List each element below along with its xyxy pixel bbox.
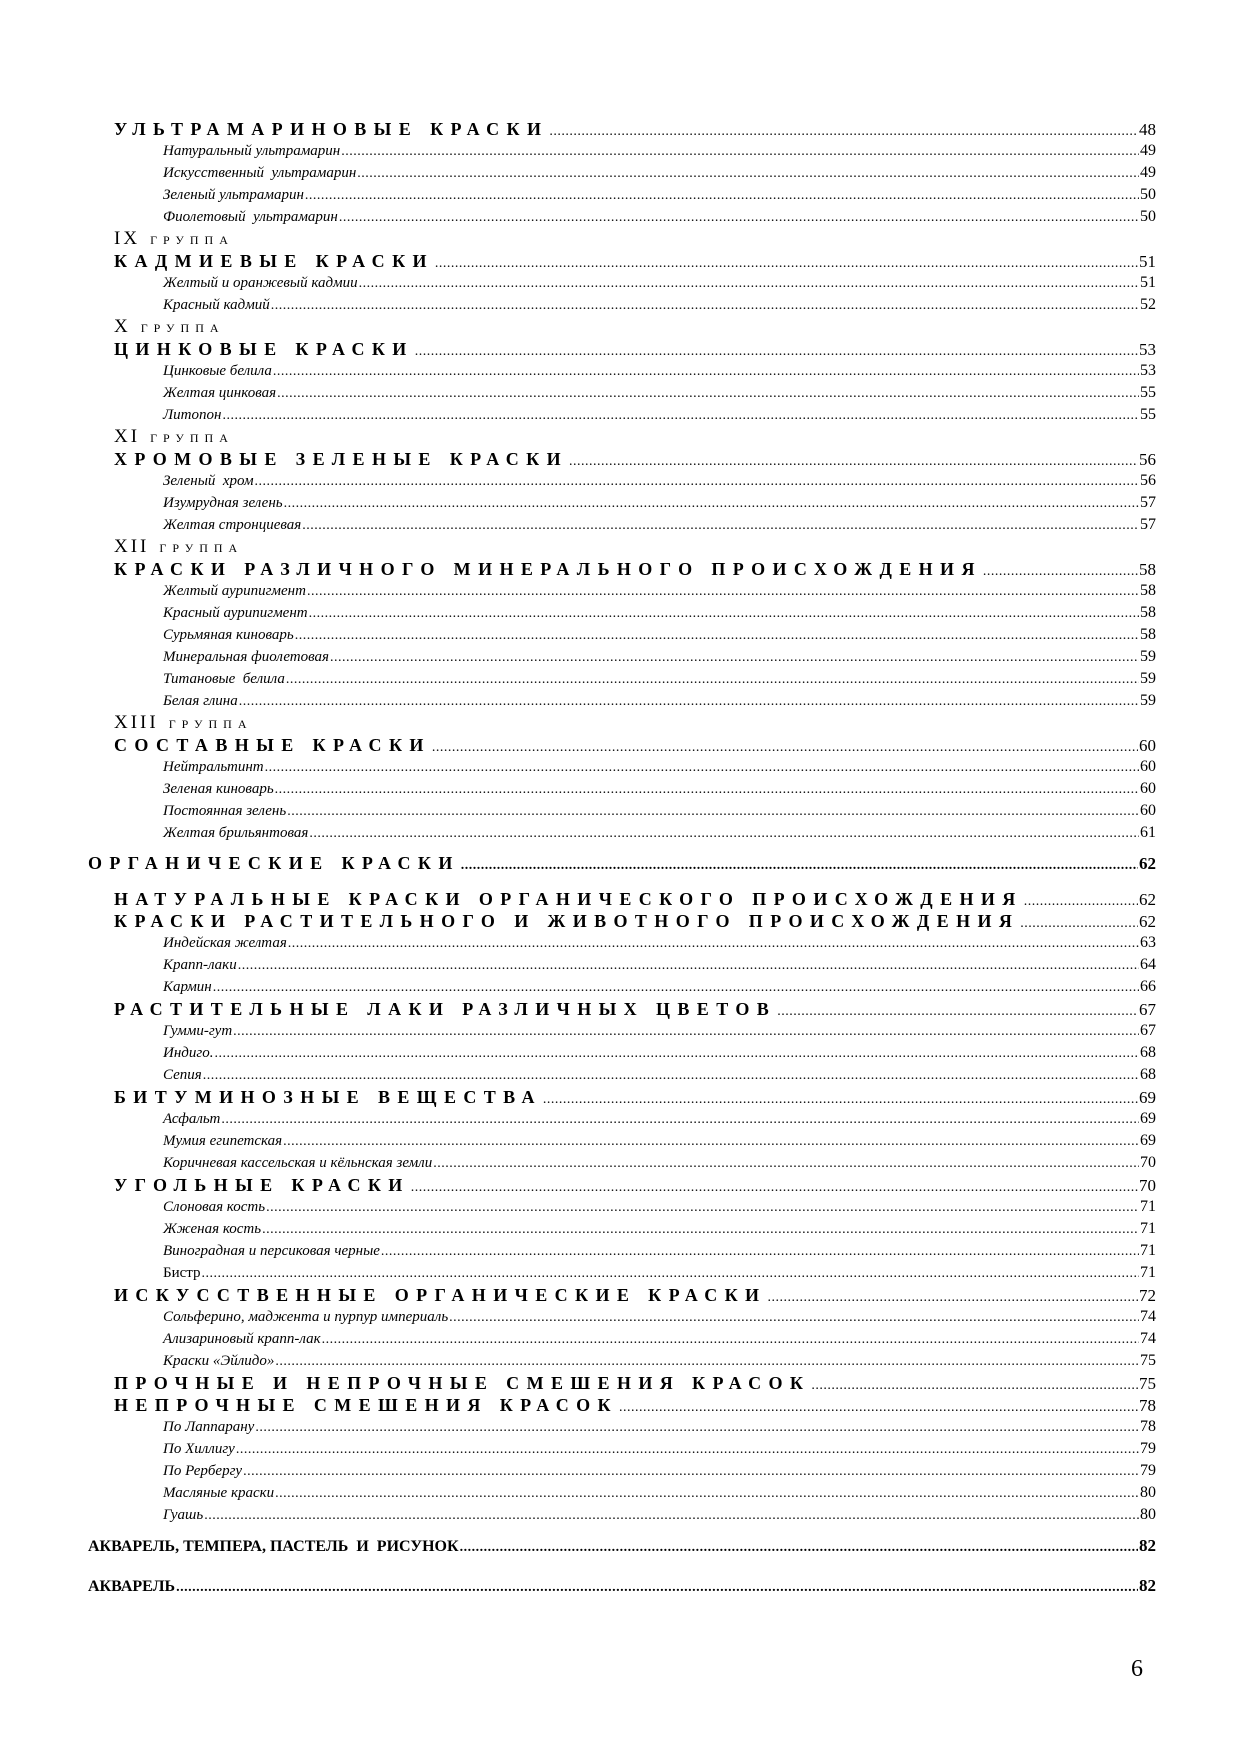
toc-entry-page: 71 xyxy=(1140,1198,1156,1215)
toc-entry-page: 61 xyxy=(1140,824,1156,841)
toc-section-row xyxy=(0,250,1241,272)
toc-entry-title: Белая глина xyxy=(163,693,238,709)
toc-entry-page: 71 xyxy=(1140,1220,1156,1237)
group-roman-numeral: IX xyxy=(114,228,141,249)
toc-entry-title: Краски «Эйлидо» xyxy=(163,1353,275,1369)
toc-entry-title: Сурьмяная киноварь xyxy=(163,627,294,643)
toc-item-row xyxy=(0,646,1241,668)
toc-entry-title: ОРГАНИЧЕСКИЕ КРАСКИ xyxy=(88,853,460,873)
toc-entry-page: 58 xyxy=(1139,560,1156,579)
toc-entry-page: 59 xyxy=(1140,670,1156,687)
dot-leader xyxy=(214,1043,1139,1065)
dot-leader xyxy=(307,581,1139,603)
group-roman-numeral: XIII xyxy=(114,712,159,733)
toc-entry-title: Желтая брильянтовая xyxy=(163,825,309,841)
dot-leader xyxy=(302,515,1139,537)
toc-entry-page: 79 xyxy=(1140,1462,1156,1479)
dot-leader xyxy=(330,647,1139,669)
page-number: 6 xyxy=(1131,1656,1143,1682)
toc-entry-title: Зеленый хром xyxy=(163,473,254,489)
toc-entry-page: 55 xyxy=(1140,384,1156,401)
dot-leader xyxy=(238,955,1139,977)
dot-leader xyxy=(204,1505,1139,1527)
dot-leader xyxy=(255,471,1139,493)
toc-entry-page: 56 xyxy=(1139,450,1156,469)
dot-leader xyxy=(322,1329,1139,1351)
toc-item-row xyxy=(0,1196,1241,1218)
toc-entry-title: Асфальт xyxy=(163,1111,221,1127)
toc-item-row xyxy=(0,184,1241,206)
dot-leader xyxy=(461,855,1138,877)
dot-leader xyxy=(357,163,1139,185)
toc-item-row xyxy=(0,1042,1241,1064)
toc-chapter-row xyxy=(0,1566,1241,1606)
toc-entry-title: РАСТИТЕЛЬНЫЕ ЛАКИ РАЗЛИЧНЫХ ЦВЕТОВ xyxy=(114,999,777,1019)
group-word: ГРУППА xyxy=(150,233,234,247)
toc-entry-title: Индиго. xyxy=(163,1045,214,1061)
toc-entry-page: 75 xyxy=(1139,1374,1156,1393)
toc-entry-page: 80 xyxy=(1140,1484,1156,1501)
toc-group-heading xyxy=(0,316,1241,338)
toc-entry-page: 60 xyxy=(1140,758,1156,775)
toc-item-row xyxy=(0,1460,1241,1482)
toc-entry-title: АКВАРЕЛЬ xyxy=(88,1578,176,1595)
toc-entry-page: 59 xyxy=(1140,648,1156,665)
toc-item-row xyxy=(0,932,1241,954)
toc-entry-title: Гумми-гут xyxy=(163,1023,233,1039)
toc-item-row xyxy=(0,1306,1241,1328)
toc-item-row xyxy=(0,690,1241,712)
toc-section-row xyxy=(0,888,1241,910)
toc-entry-page: 62 xyxy=(1139,912,1156,931)
toc-entry-title: НАТУРАЛЬНЫЕ КРАСКИ ОРГАНИЧЕСКОГО ПРОИСХОЖДЕНИЯ xyxy=(114,889,1023,909)
dot-leader xyxy=(433,1153,1139,1175)
dot-leader xyxy=(277,383,1139,405)
toc-entry-title: Минеральная фиолетовая xyxy=(163,649,329,665)
toc-entry-page: 52 xyxy=(1140,296,1156,313)
table-of-contents xyxy=(0,118,1241,1606)
toc-entry-title: ХРОМОВЫЕ ЗЕЛЕНЫЕ КРАСКИ xyxy=(114,449,569,469)
toc-chapter-row xyxy=(0,852,1241,880)
toc-item-row xyxy=(0,514,1241,536)
toc-section-row xyxy=(0,1394,1241,1416)
dot-leader xyxy=(236,1439,1139,1461)
dot-leader xyxy=(275,1351,1139,1373)
toc-entry-title: Коричневая кассельская и кёльнская земли xyxy=(163,1155,433,1171)
toc-section-row xyxy=(0,448,1241,470)
toc-entry-page: 49 xyxy=(1140,142,1156,159)
toc-entry-page: 51 xyxy=(1139,252,1156,271)
toc-entry-title: Натуральный ультрамарин xyxy=(163,143,341,159)
toc-group-heading xyxy=(0,426,1241,448)
toc-entry-page: 57 xyxy=(1140,516,1156,533)
toc-item-row xyxy=(0,976,1241,998)
toc-item-row xyxy=(0,1482,1241,1504)
group-roman-numeral: XI xyxy=(114,426,141,447)
toc-entry-page: 70 xyxy=(1140,1154,1156,1171)
toc-entry-page: 72 xyxy=(1139,1286,1156,1305)
toc-entry-page: 68 xyxy=(1140,1044,1156,1061)
dot-leader xyxy=(286,669,1139,691)
dot-leader xyxy=(288,933,1139,955)
toc-entry-title: Желтый аурипигмент xyxy=(163,583,306,599)
toc-item-row xyxy=(0,756,1241,778)
toc-entry-title: Желтая стронциевая xyxy=(163,517,302,533)
toc-item-row xyxy=(0,778,1241,800)
toc-entry-page: 63 xyxy=(1140,934,1156,951)
toc-entry-title: Цинковые белила xyxy=(163,363,272,379)
toc-section-row xyxy=(0,910,1241,932)
toc-item-row xyxy=(0,800,1241,822)
toc-entry-title: Бистр xyxy=(163,1265,201,1281)
toc-entry-page: 67 xyxy=(1140,1022,1156,1039)
toc-entry-title: По Рербергу xyxy=(163,1463,243,1479)
toc-entry-title: АКВАРЕЛЬ, ТЕМПЕРА, ПАСТЕЛЬ И РИСУНОК xyxy=(88,1538,459,1555)
toc-entry-title: Гуашь xyxy=(163,1507,204,1523)
toc-entry-page: 62 xyxy=(1139,854,1156,873)
dot-leader xyxy=(339,207,1139,229)
toc-entry-page: 58 xyxy=(1140,626,1156,643)
toc-entry-title: БИТУМИНОЗНЫЕ ВЕЩЕСТВА xyxy=(114,1087,542,1107)
toc-item-row xyxy=(0,954,1241,976)
toc-entry-title: ПРОЧНЫЕ И НЕПРОЧНЫЕ СМЕШЕНИЯ КРАСОК xyxy=(114,1373,811,1393)
toc-entry-page: 49 xyxy=(1140,164,1156,181)
toc-item-row xyxy=(0,206,1241,228)
toc-item-row xyxy=(0,1218,1241,1240)
toc-entry-title: ЦИНКОВЫЕ КРАСКИ xyxy=(114,339,414,359)
toc-group-heading xyxy=(0,536,1241,558)
dot-leader xyxy=(275,1483,1139,1505)
toc-entry-page: 59 xyxy=(1140,692,1156,709)
dot-leader xyxy=(233,1021,1139,1043)
toc-item-row xyxy=(0,580,1241,602)
toc-entry-title: Мумия египетская xyxy=(163,1133,283,1149)
dot-leader xyxy=(243,1461,1139,1483)
toc-entry-title: Фиолетовый ультрамарин xyxy=(163,209,338,225)
toc-item-row xyxy=(0,1240,1241,1262)
toc-entry-title: КАДМИЕВЫЕ КРАСКИ xyxy=(114,251,434,271)
dot-leader xyxy=(239,691,1139,713)
dot-leader xyxy=(255,1417,1139,1439)
toc-entry-title: Сольферино, маджента и пурпур империаль xyxy=(163,1309,449,1325)
dot-leader xyxy=(203,1065,1139,1087)
toc-entry-page: 50 xyxy=(1140,186,1156,203)
toc-entry-page: 50 xyxy=(1140,208,1156,225)
toc-entry-page: 75 xyxy=(1140,1352,1156,1369)
toc-entry-page: 64 xyxy=(1140,956,1156,973)
dot-leader xyxy=(284,493,1139,515)
toc-entry-title: УЛЬТРАМАРИНОВЫЕ КРАСКИ xyxy=(114,119,549,139)
toc-entry-title: ИСКУССТВЕННЫЕ ОРГАНИЧЕСКИЕ КРАСКИ xyxy=(114,1285,767,1305)
dot-leader xyxy=(202,1263,1139,1285)
toc-entry-page: 82 xyxy=(1139,1536,1156,1555)
toc-item-row xyxy=(0,1020,1241,1042)
toc-entry-title: По Лаппарану xyxy=(163,1419,255,1435)
toc-item-row xyxy=(0,272,1241,294)
toc-item-row xyxy=(0,668,1241,690)
toc-entry-page: 78 xyxy=(1140,1418,1156,1435)
dot-leader xyxy=(176,1568,1138,1608)
toc-item-row xyxy=(0,360,1241,382)
toc-entry-page: 80 xyxy=(1140,1506,1156,1523)
toc-entry-page: 71 xyxy=(1140,1242,1156,1259)
toc-entry-title: Красный кадмий xyxy=(163,297,270,313)
toc-entry-page: 82 xyxy=(1139,1576,1156,1595)
dot-leader xyxy=(266,1197,1139,1219)
toc-section-row xyxy=(0,558,1241,580)
toc-group-heading xyxy=(0,228,1241,250)
dot-leader xyxy=(309,823,1139,845)
toc-entry-page: 62 xyxy=(1139,890,1156,909)
dot-leader xyxy=(359,273,1139,295)
toc-section-row xyxy=(0,118,1241,140)
toc-item-row xyxy=(0,404,1241,426)
toc-entry-title: Титановые белила xyxy=(163,671,285,687)
toc-entry-page: 69 xyxy=(1139,1088,1156,1107)
dot-leader xyxy=(283,1131,1139,1153)
dot-leader xyxy=(460,1528,1138,1568)
dot-leader xyxy=(381,1241,1139,1263)
toc-entry-page: 74 xyxy=(1140,1330,1156,1347)
toc-entry-title: УГОЛЬНЫЕ КРАСКИ xyxy=(114,1175,410,1195)
toc-entry-title: Желтый и оранжевый кадмии xyxy=(163,275,358,291)
toc-entry-title: По Хиллигу xyxy=(163,1441,235,1457)
toc-item-row xyxy=(0,1438,1241,1460)
toc-entry-page: 53 xyxy=(1140,362,1156,379)
dot-leader xyxy=(271,295,1139,317)
toc-entry-title: Изумрудная зелень xyxy=(163,495,283,511)
toc-section-row xyxy=(0,734,1241,756)
toc-section-row xyxy=(0,1174,1241,1196)
toc-entry-title: Зеленый ультрамарин xyxy=(163,187,304,203)
toc-entry-page: 56 xyxy=(1140,472,1156,489)
toc-entry-page: 57 xyxy=(1140,494,1156,511)
toc-item-row xyxy=(0,1064,1241,1086)
dot-leader xyxy=(287,801,1139,823)
toc-entry-page: 60 xyxy=(1140,802,1156,819)
toc-chapter-row xyxy=(0,1526,1241,1566)
dot-leader xyxy=(265,757,1139,779)
toc-section-row xyxy=(0,1372,1241,1394)
toc-entry-page: 66 xyxy=(1140,978,1156,995)
toc-section-row xyxy=(0,1284,1241,1306)
toc-entry-title: Ализариновый крапп-лак xyxy=(163,1331,321,1347)
toc-item-row xyxy=(0,294,1241,316)
dot-leader xyxy=(275,779,1139,801)
toc-entry-page: 69 xyxy=(1140,1132,1156,1149)
toc-entry-title: Нейтральтинт xyxy=(163,759,264,775)
toc-entry-title: Масляные краски xyxy=(163,1485,275,1501)
toc-entry-page: 55 xyxy=(1140,406,1156,423)
toc-entry-page: 58 xyxy=(1140,582,1156,599)
group-roman-numeral: X xyxy=(114,316,131,337)
toc-entry-title: Постоянная зелень xyxy=(163,803,287,819)
toc-entry-page: 70 xyxy=(1139,1176,1156,1195)
toc-entry-page: 60 xyxy=(1140,780,1156,797)
toc-entry-page: 78 xyxy=(1139,1396,1156,1415)
dot-leader xyxy=(295,625,1139,647)
dot-leader xyxy=(449,1307,1139,1329)
toc-item-row xyxy=(0,822,1241,844)
toc-entry-title: Зеленая киноварь xyxy=(163,781,274,797)
toc-item-row xyxy=(0,1152,1241,1174)
toc-entry-title: Кармин xyxy=(163,979,212,995)
toc-entry-title: Слоновая кость xyxy=(163,1199,266,1215)
group-roman-numeral: XII xyxy=(114,536,150,557)
toc-entry-title: Литопон xyxy=(163,407,222,423)
toc-item-row xyxy=(0,1328,1241,1350)
toc-section-row xyxy=(0,338,1241,360)
toc-entry-title: Крапп-лаки xyxy=(163,957,237,973)
toc-entry-title: НЕПРОЧНЫЕ СМЕШЕНИЯ КРАСОК xyxy=(114,1395,619,1415)
toc-entry-page: 68 xyxy=(1140,1066,1156,1083)
toc-entry-title: Желтая цинковая xyxy=(163,385,277,401)
dot-leader xyxy=(262,1219,1139,1241)
toc-item-row xyxy=(0,470,1241,492)
toc-entry-title: Жженая кость xyxy=(163,1221,262,1237)
group-word: ГРУППА xyxy=(150,431,234,445)
toc-entry-page: 60 xyxy=(1139,736,1156,755)
toc-item-row xyxy=(0,1416,1241,1438)
toc-entry-page: 79 xyxy=(1140,1440,1156,1457)
toc-entry-page: 53 xyxy=(1139,340,1156,359)
toc-entry-page: 71 xyxy=(1140,1264,1156,1281)
dot-leader xyxy=(222,405,1139,427)
toc-entry-title: Сепия xyxy=(163,1067,202,1083)
group-word: ГРУППА xyxy=(168,717,253,731)
toc-entry-title: КРАСКИ РАЗЛИЧНОГО МИНЕРАЛЬНОГО ПРОИСХОЖДЕНИЯ xyxy=(114,559,982,579)
toc-item-row xyxy=(0,140,1241,162)
toc-entry-page: 74 xyxy=(1140,1308,1156,1325)
toc-item-row xyxy=(0,1130,1241,1152)
toc-entry-page: 51 xyxy=(1140,274,1156,291)
dot-leader xyxy=(213,977,1139,999)
toc-item-row xyxy=(0,1262,1241,1284)
toc-item-row xyxy=(0,602,1241,624)
toc-item-row xyxy=(0,1350,1241,1372)
dot-leader xyxy=(221,1109,1139,1131)
toc-entry-page: 58 xyxy=(1140,604,1156,621)
toc-entry-page: 69 xyxy=(1140,1110,1156,1127)
toc-entry-title: Виноградная и персиковая черные xyxy=(163,1243,380,1259)
toc-item-row xyxy=(0,492,1241,514)
toc-item-row xyxy=(0,382,1241,404)
toc-entry-title: СОСТАВНЫЕ КРАСКИ xyxy=(114,735,431,755)
group-word: ГРУППА xyxy=(140,321,225,335)
toc-entry-title: Красный аурипигмент xyxy=(163,605,308,621)
group-word: ГРУППА xyxy=(159,541,244,555)
toc-group-heading xyxy=(0,712,1241,734)
toc-entry-title: КРАСКИ РАСТИТЕЛЬНОГО И ЖИВОТНОГО ПРОИСХОЖДЕНИЯ xyxy=(114,911,1020,931)
dot-leader xyxy=(309,603,1139,625)
dot-leader xyxy=(273,361,1139,383)
toc-item-row xyxy=(0,624,1241,646)
toc-item-row xyxy=(0,162,1241,184)
dot-leader xyxy=(341,141,1139,163)
toc-entry-title: Искусственный ультрамарин xyxy=(163,165,357,181)
dot-leader xyxy=(305,185,1139,207)
toc-entry-page: 67 xyxy=(1139,1000,1156,1019)
toc-item-row xyxy=(0,1504,1241,1526)
toc-section-row xyxy=(0,1086,1241,1108)
toc-entry-page: 48 xyxy=(1139,120,1156,139)
toc-item-row xyxy=(0,1108,1241,1130)
toc-entry-title: Индейская желтая xyxy=(163,935,287,951)
toc-section-row xyxy=(0,998,1241,1020)
